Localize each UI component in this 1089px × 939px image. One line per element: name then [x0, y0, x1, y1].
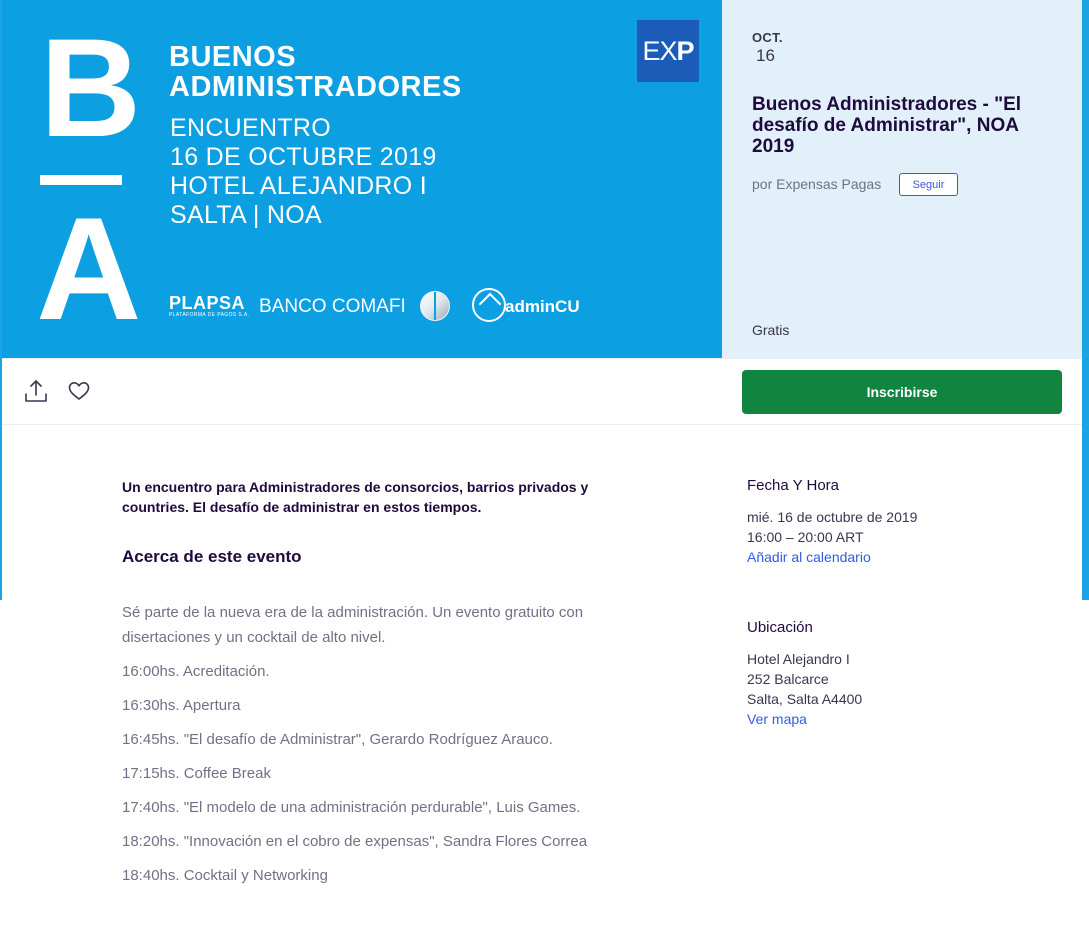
banner-sub-line: ENCUENTRO [170, 114, 332, 142]
event-date-month: OCT. [752, 30, 783, 45]
exp-logo-ex: EX [642, 36, 677, 66]
admincu-logo-text: adminCU [505, 297, 580, 316]
event-title: Buenos Administradores - "El desafío de Administrar", NOA 2019 [752, 94, 1022, 157]
agenda-item: 18:20hs. "Innovación en el cobro de expensas", Sandra Flores Correa [122, 833, 588, 850]
location-heading: Ubicación [747, 619, 813, 636]
banner-title-line: ADMINISTRADORES [169, 71, 462, 103]
agenda-item: 17:40hs. "El modelo de una administración perdurable", Luis Games. [122, 799, 581, 816]
backdrop-right [1082, 0, 1089, 600]
agenda-item: 16:00hs. Acreditación. [122, 663, 270, 680]
banner-title [169, 42, 462, 102]
action-bar [2, 358, 1082, 425]
register-button[interactable]: Inscribirse [742, 370, 1062, 414]
event-info-panel [722, 0, 1082, 358]
share-icon[interactable] [22, 377, 50, 405]
banner-letter-a: A [36, 187, 142, 350]
event-banner-image [2, 0, 722, 358]
event-summary: Un encuentro para Administradores de consorcios, barrios privados y countries. El desafío de administrar en estos tiempos. [122, 479, 589, 515]
agenda-item: 18:40hs. Cocktail y Networking [122, 867, 328, 884]
follow-button[interactable]: Seguir [899, 173, 958, 196]
organizer-name: por Expensas Pagas [752, 176, 882, 192]
event-card [2, 0, 1082, 939]
comafi-logo-text: BANCO COMAFI [259, 296, 406, 317]
venue-city: Salta, Salta A4400 [747, 691, 863, 707]
date-time-heading: Fecha Y Hora [747, 477, 839, 494]
agenda-item: 16:30hs. Apertura [122, 697, 241, 714]
venue-name: Hotel Alejandro I [747, 651, 850, 667]
banner-sub-line: SALTA | NOA [170, 201, 322, 229]
about-intro: Sé parte de la nueva era de la administración. Un evento gratuito con disertaciones y un cocktail de alto nivel. [122, 604, 584, 646]
comafi-emblem-icon [420, 291, 450, 321]
event-date-day: 16 [756, 46, 775, 65]
exp-logo-p: P [676, 36, 694, 66]
admincu-house-icon [472, 288, 506, 322]
agenda-item: 16:45hs. "El desafío de Administrar", Gerardo Rodríguez Arauco. [122, 731, 553, 748]
banner-title-line: BUENOS [169, 41, 297, 73]
date-time-section [747, 477, 1047, 567]
venue-street: 252 Balcarce [747, 671, 829, 687]
exp-logo [637, 20, 699, 82]
about-heading: Acerca de este evento [122, 547, 302, 566]
event-price: Gratis [752, 322, 790, 338]
location-section [747, 619, 1047, 729]
banner-letter-b: B [40, 9, 142, 166]
plapsa-logo [169, 294, 249, 318]
view-map-link[interactable]: Ver mapa [747, 711, 807, 727]
event-time-text: 16:00 – 20:00 ART [747, 529, 864, 545]
agenda-item: 17:15hs. Coffee Break [122, 765, 271, 782]
banner-sub-line: 16 DE OCTUBRE 2019 [170, 143, 437, 171]
plapsa-subtitle: PLATAFORMA DE PAGOS S.A. [169, 312, 250, 318]
plapsa-name: PLAPSA [169, 293, 246, 313]
event-date-text: mié. 16 de octubre de 2019 [747, 509, 918, 525]
about-body [122, 600, 662, 897]
banner-subtitle [170, 114, 437, 230]
banner-divider [40, 175, 122, 185]
heart-icon[interactable] [65, 377, 93, 405]
banner-sub-line: HOTEL ALEJANDRO I [170, 172, 428, 200]
add-to-calendar-link[interactable]: Añadir al calendario [747, 549, 871, 565]
